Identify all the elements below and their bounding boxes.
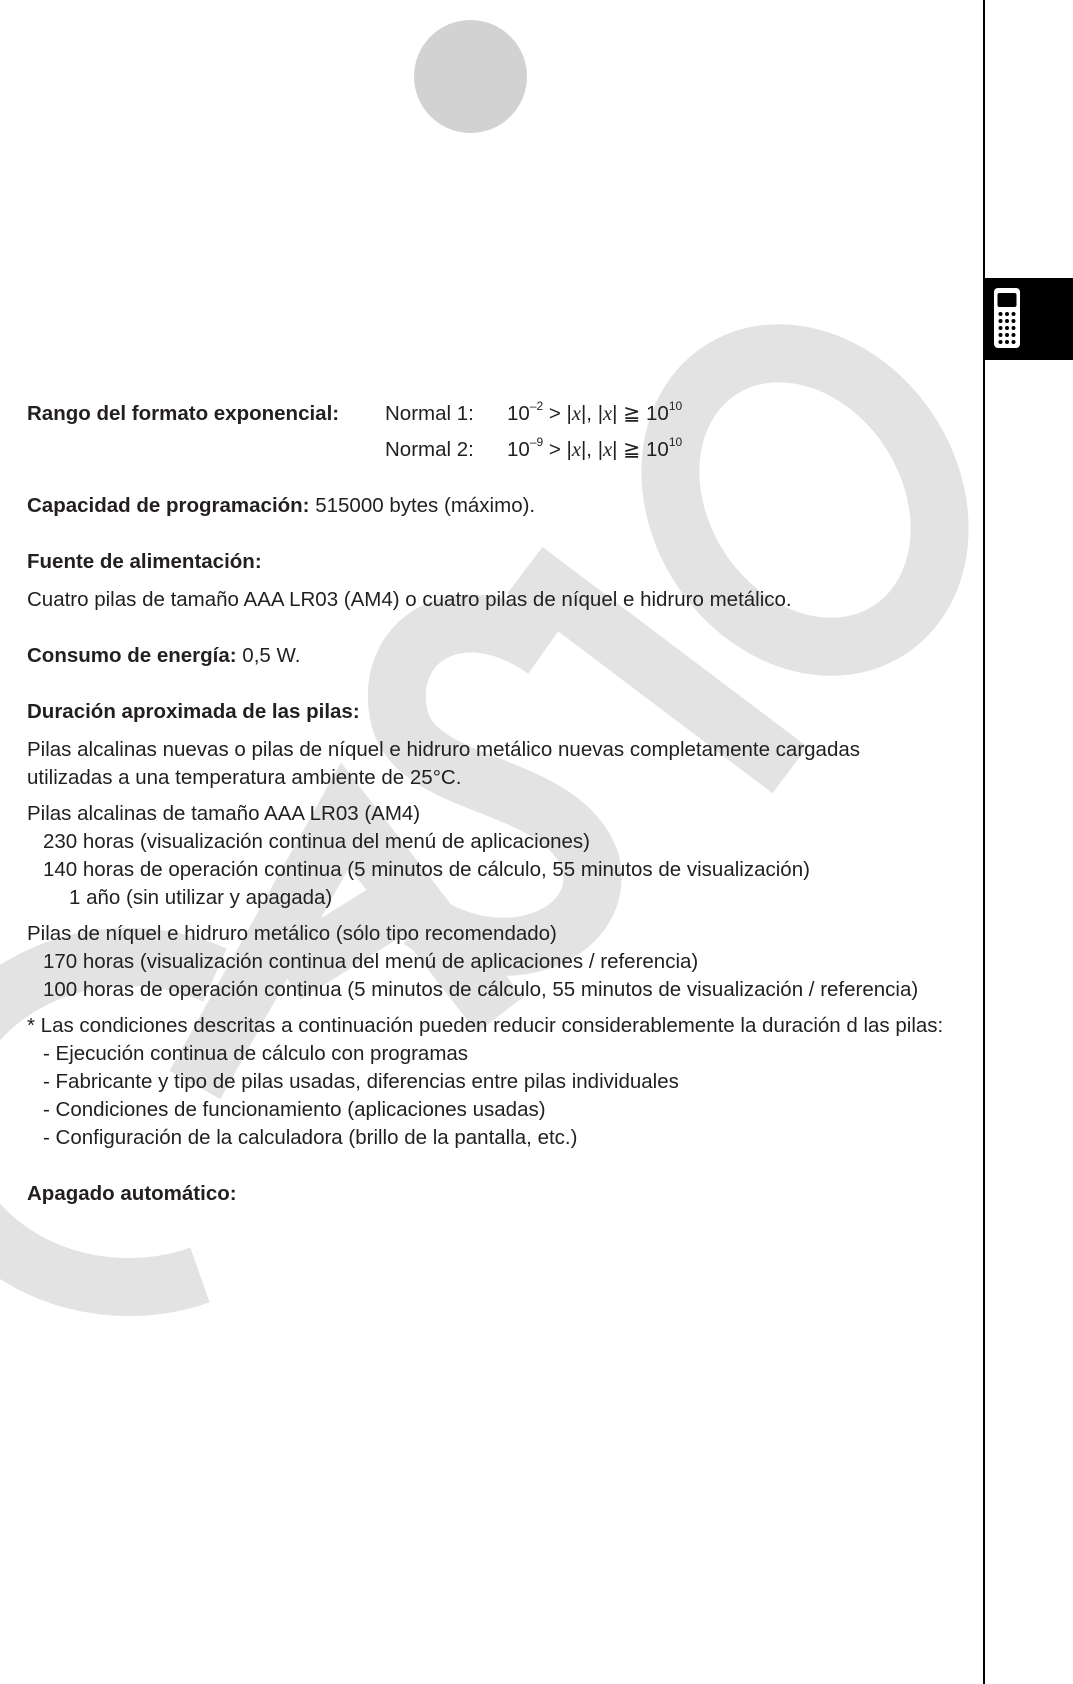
calculator-icon (993, 287, 1021, 349)
battery-note: * Las condiciones descritas a continuación pueden reducir considerablemente la duración d las pilas: (27, 1014, 944, 1037)
chapter-tab (983, 278, 1073, 360)
nimh-title: Pilas de níquel e hidruro metálico (sólo tipo recomendado) (27, 922, 557, 945)
nimh-line-2: 100 horas de operación continua (5 minutos de cálculo, 55 minutos de visualización / referencia) (43, 978, 919, 1001)
normal-2-formula: $10^{-9} > |x|$, |x| ≧ $10^{10}$ (507, 435, 683, 461)
page-edge-rule (983, 0, 985, 1684)
power-supply-heading: Fuente de alimentación: (27, 550, 262, 573)
decorative-circle (414, 20, 527, 133)
alkaline-title: Pilas alcalinas de tamaño AAA LR03 (AM4) (27, 802, 421, 825)
alkaline-line-3: 1 año (sin utilizar y apagada) (69, 886, 333, 909)
auto-power-off-heading: Apagado automático: (27, 1182, 237, 1205)
normal-1-formula: $10^{-2} > |x|$, |x| ≧ $10^{10}$ (507, 399, 683, 425)
battery-life-intro-2: utilizadas a una temperatura ambiente de 25°C. (27, 766, 462, 789)
power-consumption (27, 642, 957, 670)
programming-capacity (27, 492, 957, 520)
alkaline-line-2: 140 horas de operación continua (5 minutos de cálculo, 55 minutos de visualización) (43, 858, 810, 881)
note-item-4: - Configuración de la calculadora (brillo de la pantalla, etc.) (43, 1126, 578, 1149)
programming-capacity-label: Capacidad de programación: (27, 494, 310, 517)
specifications-content (27, 400, 957, 1208)
normal-1-label: Normal 1: (385, 402, 474, 425)
alkaline-line-1: 230 horas (visualización continua del menú de aplicaciones) (43, 830, 590, 853)
programming-capacity-value: 515000 bytes (máximo). (309, 494, 536, 517)
power-supply-value: Cuatro pilas de tamaño AAA LR03 (AM4) o cuatro pilas de níquel e hidruro metálico. (27, 588, 792, 611)
nimh-line-1: 170 horas (visualización continua del menú de aplicaciones / referencia) (43, 950, 699, 973)
battery-life-intro-1: Pilas alcalinas nuevas o pilas de níquel e hidruro metálico nuevas completamente cargadas (27, 738, 861, 761)
exponential-range-label: Rango del formato exponencial: (27, 402, 340, 425)
note-item-2: - Fabricante y tipo de pilas usadas, diferencias entre pilas individuales (43, 1070, 679, 1093)
note-item-3: - Condiciones de funcionamiento (aplicaciones usadas) (43, 1098, 546, 1121)
power-consumption-value: 0,5 W. (236, 644, 301, 667)
normal-2-label: Normal 2: (385, 438, 474, 461)
exponential-range-section (27, 400, 957, 464)
battery-life-heading: Duración aproximada de las pilas: (27, 700, 360, 723)
note-item-1: - Ejecución continua de cálculo con programas (43, 1042, 469, 1065)
power-consumption-label: Consumo de energía: (27, 644, 237, 667)
